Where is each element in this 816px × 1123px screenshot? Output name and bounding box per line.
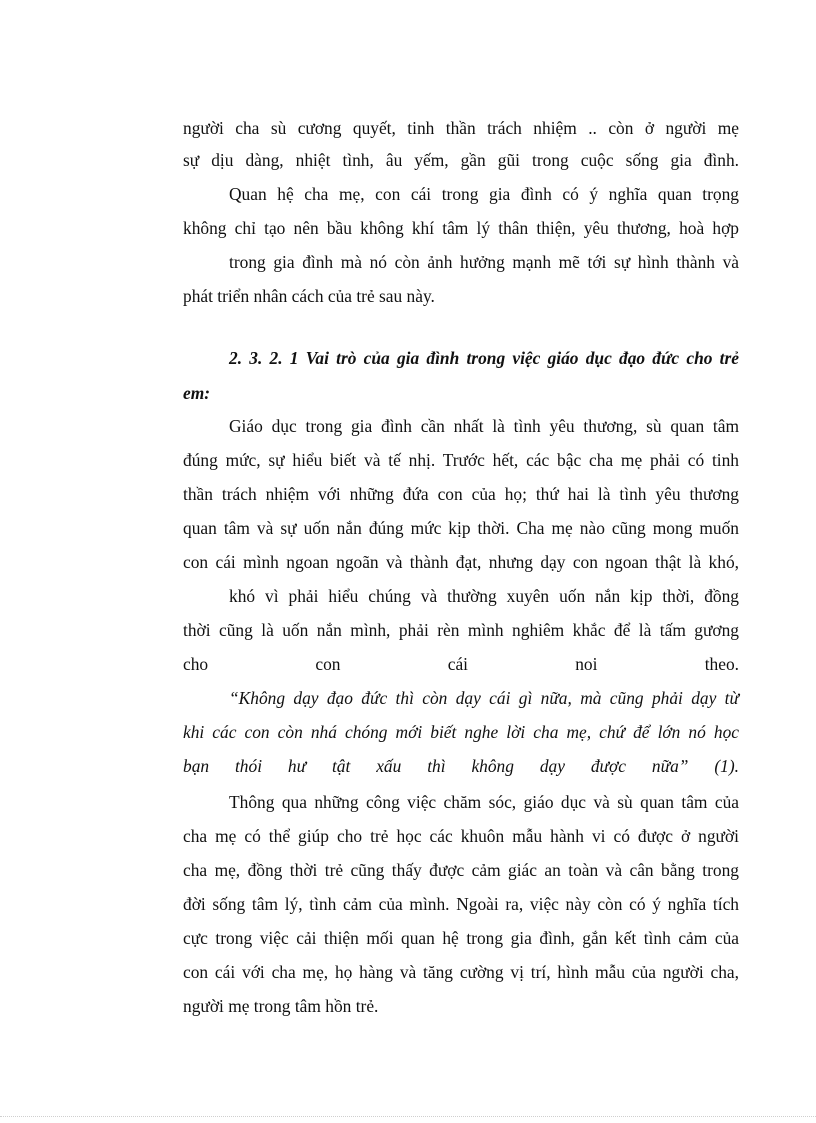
- paragraph-line: người cha sù cương quyết, tinh thần trách nhiệm .. còn ở người mẹ: [183, 118, 739, 138]
- paragraph-line: không chỉ tạo nên bầu không khí tâm lý thân thiện, yêu thương, hoà hợp: [183, 218, 739, 238]
- paragraph-line: thời cũng là uốn nắn mình, phải rèn mình nghiêm khắc để là tấm gương: [183, 620, 739, 640]
- word: nữa”: [651, 756, 689, 776]
- word: được: [590, 756, 627, 776]
- word: cho: [183, 654, 209, 674]
- word: xấu: [376, 756, 402, 776]
- word: dạy: [539, 756, 565, 776]
- paragraph-line: khó vì phải hiểu chúng và thường xuyên uốn nắn kịp thời, đồng: [229, 586, 739, 606]
- paragraph-line: đời sống tâm lý, tình cảm của mình. Ngoài ra, việc này còn có ý nghĩa tích: [183, 894, 739, 914]
- paragraph-line: quan tâm và sự uốn nắn đúng mức kịp thời. Cha mẹ nào cũng mong muốn: [183, 518, 739, 538]
- paragraph-line: Thông qua những công việc chăm sóc, giáo dục và sù quan tâm của: [229, 792, 739, 812]
- word: cái: [447, 654, 468, 674]
- quote-spread-line: [183, 754, 739, 778]
- word: tật: [331, 756, 351, 776]
- paragraph-line: cha mẹ có thể giúp cho trẻ học các khuôn mẫu hành vi có được ở người: [183, 826, 739, 846]
- paragraph-line: phát triển nhân cách của trẻ sau này.: [183, 286, 435, 306]
- paragraph-line: thần trách nhiệm với những đứa con của họ; thứ hai là tình yêu thương: [183, 484, 739, 504]
- word: noi: [575, 654, 598, 674]
- spread-line: [183, 652, 739, 676]
- paragraph-line: cha mẹ, đồng thời trẻ cũng thấy được cảm giác an toàn và cân bằng trong: [183, 860, 739, 880]
- paragraph-line: con cái mình ngoan ngoãn và thành đạt, nhưng dạy con ngoan thật là khó,: [183, 552, 739, 572]
- paragraph-line: Giáo dục trong gia đình cần nhất là tình yêu thương, sù quan tâm: [229, 416, 739, 436]
- word: không: [471, 756, 514, 776]
- paragraph-line: trong gia đình mà nó còn ảnh hưởng mạnh mẽ tới sự hình thành và: [229, 252, 739, 272]
- quote-line: “Không dạy đạo đức thì còn dạy cái gì nữa, mà cũng phải dạy từ: [229, 688, 739, 708]
- page-bottom-divider: [0, 1116, 816, 1117]
- paragraph-line: sự dịu dàng, nhiệt tình, âu yếm, gần gũi trong cuộc sống gia đình.: [183, 150, 739, 170]
- paragraph-line: cực trong việc cải thiện mối quan hệ trong gia đình, gắn kết tình cảm của: [183, 928, 739, 948]
- word: (1).: [714, 756, 739, 776]
- word: theo.: [704, 654, 739, 674]
- section-heading-continued: em:: [183, 383, 211, 403]
- quote-line: khi các con còn nhá chóng mới biết nghe lời cha mẹ, chứ để lớn nó học: [183, 722, 739, 742]
- word: thói: [234, 756, 263, 776]
- paragraph-line: người mẹ trong tâm hồn trẻ.: [183, 996, 379, 1016]
- paragraph-line: đúng mức, sự hiểu biết và tế nhị. Trước hết, các bậc cha mẹ phải có tinh: [183, 450, 739, 470]
- word: con: [315, 654, 341, 674]
- paragraph-line: con cái với cha mẹ, họ hàng và tăng cường vị trí, hình mẫu của người cha,: [183, 962, 739, 982]
- word: thì: [427, 756, 446, 776]
- section-heading: 2. 3. 2. 1 Vai trò của gia đình trong việc giáo dục đạo đức cho trẻ: [229, 348, 739, 368]
- word: hư: [287, 756, 307, 776]
- word: bạn: [183, 756, 210, 776]
- paragraph-line: Quan hệ cha mẹ, con cái trong gia đình có ý nghĩa quan trọng: [229, 184, 739, 204]
